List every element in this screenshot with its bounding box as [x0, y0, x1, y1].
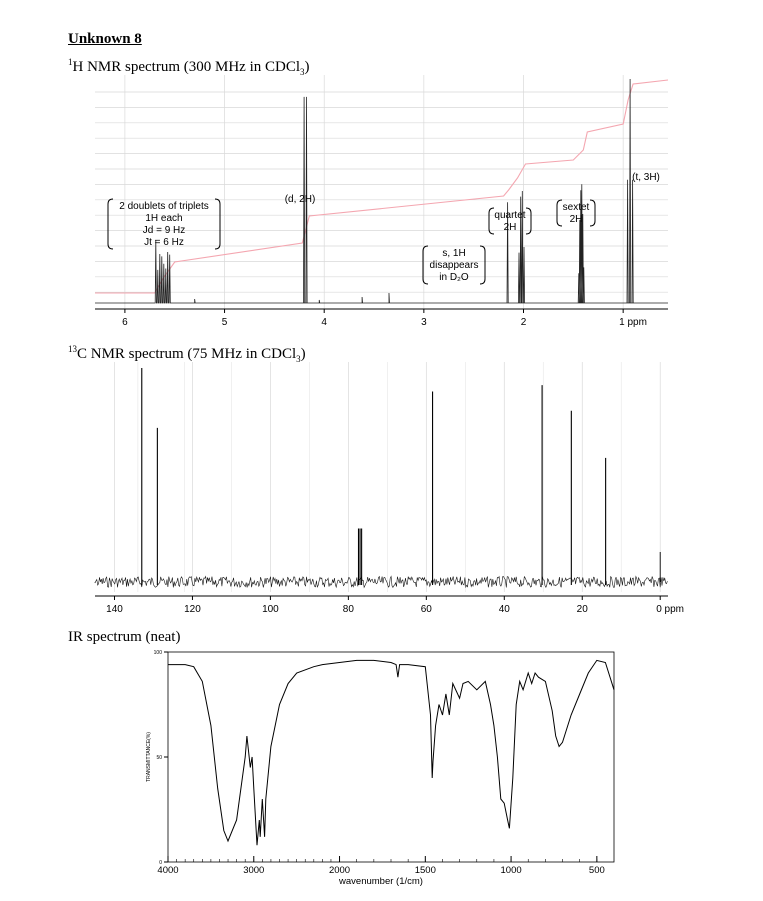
x-tick-label: 5: [221, 317, 228, 328]
bracket-right: [590, 200, 595, 226]
x-tick-label: 2: [520, 317, 527, 328]
annotation-line: quartet: [494, 210, 526, 221]
bracket-right: [480, 246, 485, 284]
h-nmr-title: $^1$H NMR spectrum (300 MHz in CDCl$_3$): [68, 57, 310, 77]
x-tick-label: 6: [122, 317, 128, 328]
c-x-tick-label: 140: [106, 604, 123, 615]
annotation-line: (d, 2H): [284, 194, 316, 205]
annotation-t3h: [632, 172, 660, 183]
c-x-tick-label: 0 ppm: [656, 604, 685, 615]
annotation-line: 2H: [503, 222, 517, 233]
c-x-tick-label: 20: [576, 604, 588, 615]
ir-x-label: wavenumber (1/cm): [339, 876, 423, 887]
annotation-line: in D₂O: [439, 272, 469, 283]
c-x-tick-label: 120: [184, 604, 201, 615]
c-x-tick-label: 40: [498, 604, 510, 615]
c-x-tick-label: 100: [262, 604, 279, 615]
bracket-right: [215, 199, 220, 249]
annotation-line: disappears: [429, 260, 479, 271]
annotation-sx2h: [557, 200, 595, 226]
ir-x-tick-label: 1500: [414, 865, 436, 876]
ir-y-label: TRANSMITTANCE(%): [146, 732, 152, 782]
c-x-tick-label: 60: [420, 604, 432, 615]
ir-x-tick-label: 4000: [157, 865, 179, 876]
c-x-tick-label: 80: [342, 604, 354, 615]
annotation-s1h: [423, 246, 485, 284]
bracket-left: [489, 208, 494, 234]
ir-title: IR spectrum (neat): [68, 629, 181, 645]
bracket-right: [526, 208, 531, 234]
x-tick-label: 4: [321, 317, 327, 328]
page-title: Unknown 8: [68, 31, 142, 47]
annotation-line: 2H: [569, 214, 583, 225]
c-nmr-noise: [95, 577, 667, 588]
annotation-line: Jd = 9 Hz: [142, 225, 186, 236]
annotation-line: s, 1H: [442, 248, 466, 259]
annotation-line: Jt = 6 Hz: [144, 237, 184, 248]
annotation-d2h: [285, 194, 316, 205]
x-tick-label: 3: [421, 317, 427, 328]
bracket-left: [557, 200, 562, 226]
annotation-line: 2 doublets of triplets: [119, 201, 209, 212]
ir-y-tick-label: 100: [153, 650, 162, 656]
ir-y-tick-label: 0: [159, 860, 162, 866]
annotation-line: (t, 3H): [632, 172, 660, 183]
ir-x-tick-label: 500: [588, 865, 605, 876]
c-nmr-title: $^{13}$C NMR spectrum (75 MHz in CDCl$_3$): [68, 344, 306, 364]
ir-x-tick-label: 1000: [500, 865, 522, 876]
bracket-left: [108, 199, 113, 249]
ir-x-tick-label: 3000: [243, 865, 265, 876]
annotation-line: 1H each: [145, 213, 183, 224]
x-tick-label: 1 ppm: [619, 317, 647, 328]
h-nmr-spectrum: [95, 79, 668, 303]
ir-y-tick-label: 50: [156, 755, 162, 761]
ir-spectrum: [168, 660, 614, 845]
annotation-q2h: [489, 208, 531, 234]
annotation-line: sextet: [562, 202, 590, 213]
ir-x-tick-label: 2000: [328, 865, 351, 876]
ir-frame: [168, 652, 614, 862]
